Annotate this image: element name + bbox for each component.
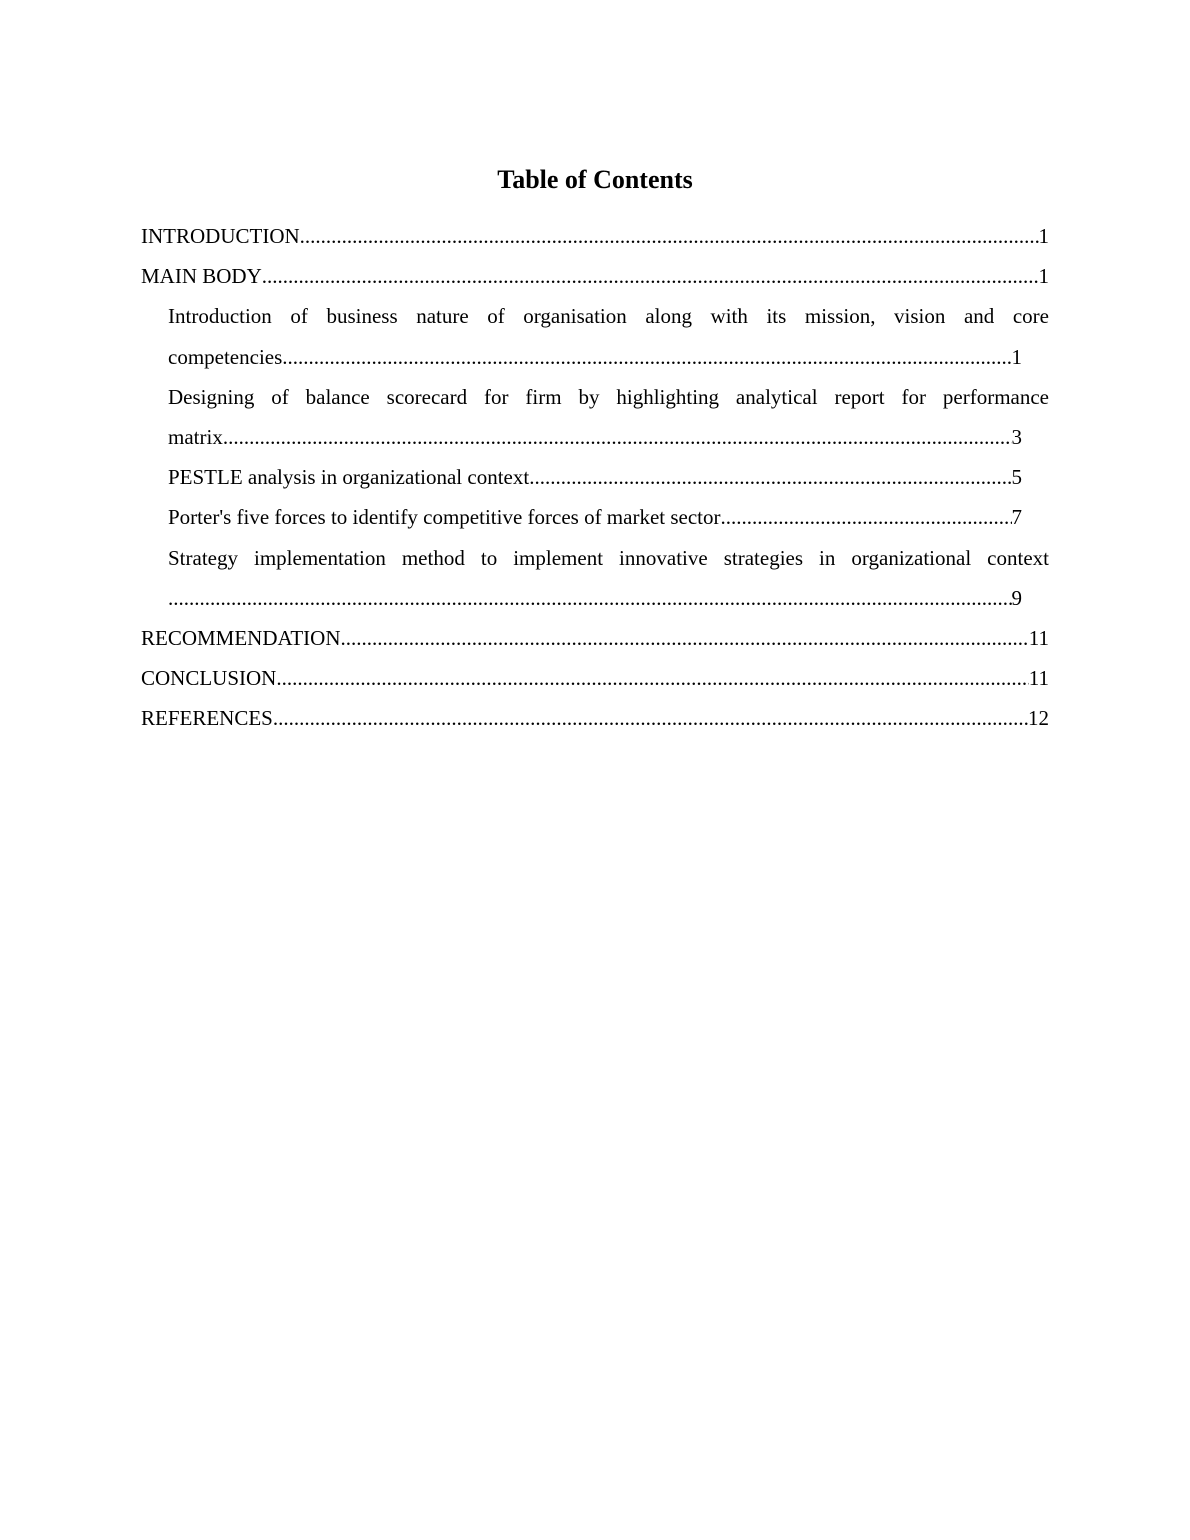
toc-entry-balance-scorecard[interactable] — [168, 377, 1049, 457]
toc-leader-dots — [341, 618, 1029, 658]
toc-entry-label-line1: Introduction of business nature of organisation along with its mission, vision and core — [168, 304, 1049, 329]
toc-page-number: 11 — [1028, 666, 1049, 691]
toc-entry-label: Porter's five forces to identify competitive forces of market sector — [168, 505, 721, 530]
toc-leader-dots — [273, 698, 1028, 738]
toc-page-number: 11 — [1028, 626, 1049, 651]
toc-entry-main-body[interactable] — [141, 256, 1049, 296]
toc-entry-pestle[interactable] — [168, 457, 1022, 497]
toc-entry-label-line2: matrix — [168, 425, 223, 450]
toc-page-number: 9 — [1011, 585, 1022, 610]
toc-leader-dots — [721, 497, 1012, 537]
toc-leader-dots — [223, 417, 1012, 457]
toc-page-number: 5 — [1011, 465, 1022, 490]
toc-entry-label: RECOMMENDATION — [141, 626, 341, 651]
toc-leader-dots — [300, 216, 1039, 256]
toc-leader-dots — [168, 578, 1012, 618]
toc-leader-dots — [529, 457, 1011, 497]
toc-entry-strategy-implementation[interactable] — [168, 538, 1049, 618]
toc-entry-label-line2: competencies — [168, 344, 283, 369]
toc-entry-introduction[interactable] — [141, 216, 1049, 256]
toc-page-number: 12 — [1028, 706, 1049, 731]
toc-page-number: 7 — [1011, 505, 1022, 530]
toc-entry-label: PESTLE analysis in organizational context — [168, 465, 530, 490]
toc-entry-label: INTRODUCTION — [141, 224, 300, 248]
toc-page-number: 1 — [1038, 224, 1049, 248]
toc-entry-label-line1: Strategy implementation method to implement innovative strategies in organizational context — [168, 545, 1049, 570]
toc-entry-recommendation[interactable] — [141, 618, 1049, 658]
toc-entry-references[interactable] — [141, 698, 1049, 738]
toc-entry-porters-five-forces[interactable] — [168, 497, 1022, 537]
toc-entry-conclusion[interactable] — [141, 658, 1049, 698]
toc-list — [0, 216, 1190, 739]
toc-page-number: 1 — [1038, 264, 1049, 289]
toc-page-number: 3 — [1011, 425, 1022, 450]
toc-entry-label-line1: Designing of balance scorecard for firm by highlighting analytical report for performance — [168, 384, 1049, 409]
toc-entry-label: MAIN BODY — [141, 264, 262, 289]
toc-entry-label: CONCLUSION — [141, 666, 277, 691]
toc-leader-dots — [282, 337, 1011, 377]
toc-leader-dots — [276, 658, 1028, 698]
toc-entry-label: REFERENCES — [141, 706, 273, 731]
toc-page-number: 1 — [1011, 344, 1022, 369]
toc-entry-business-nature[interactable] — [168, 296, 1049, 376]
toc-leader-dots — [262, 256, 1039, 296]
toc-title: Table of Contents — [497, 165, 693, 194]
